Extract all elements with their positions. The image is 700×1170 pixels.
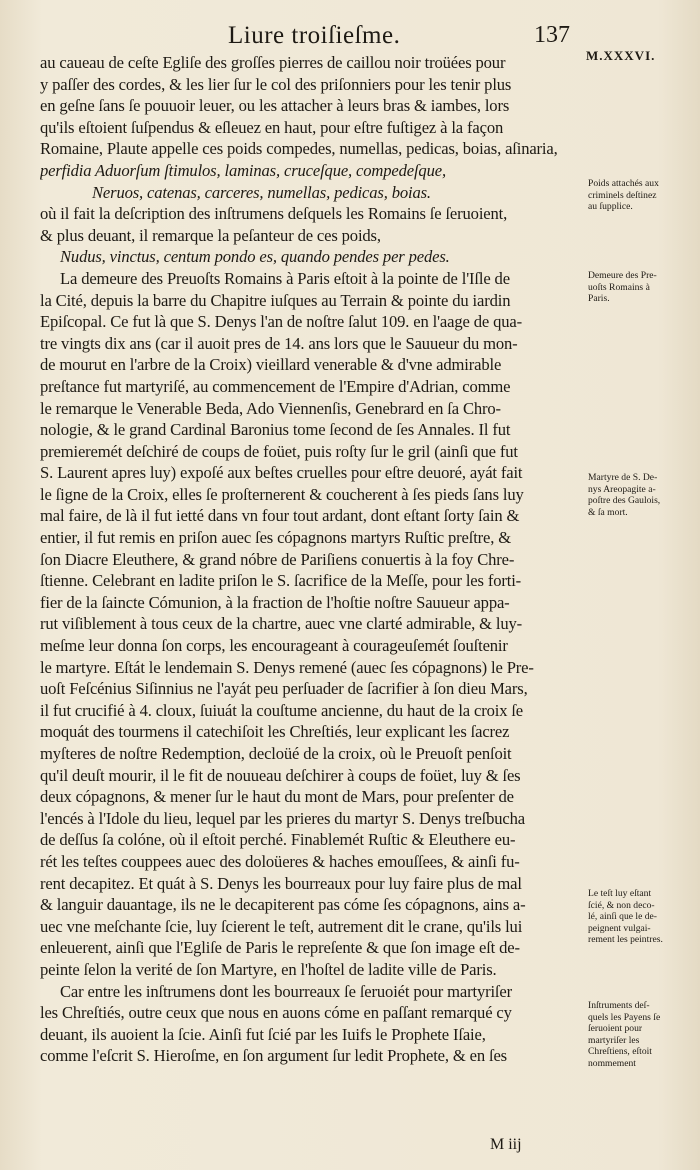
text-line: preſtance fut martyriſé, au commencement de l'Empire d'Adrian, comme bbox=[40, 376, 511, 396]
text-line: tre vingts dix ans (car il auoit pres de 14. ans lors que le Sauueur du mon- bbox=[40, 333, 518, 353]
text-line: peinte ſelon la verité de ſon Martyre, en l'hoſtel de ladite ville de Paris. bbox=[40, 959, 497, 979]
text-line: rut viſiblement à tous ceux de la chartre, auec vne clarté admirable, & luy- bbox=[40, 614, 523, 634]
text-line: de mourut en l'arbre de la Croix) vieillard venerable & d'vne admirable bbox=[40, 355, 502, 375]
text-line: moquát des tourmens il catechiſoit les Chreſtiés, leur explicant les ſacrez bbox=[40, 722, 510, 742]
text-line: fier de la ſaincte Cómunion, à la fraction de l'hoſtie noſtre Sauueur appa- bbox=[40, 592, 510, 612]
text-line: deuant, ils auoient la ſcie. Ainſi fut ſcié par les Iuifs le Prophete Iſaie, bbox=[40, 1024, 486, 1044]
folio-number: 137 bbox=[534, 22, 570, 48]
text-line: Romaine, Plaute appelle ces poids compedes, numellas, pedicas, boias, aſinaria, bbox=[40, 139, 558, 159]
text-line: myſteres de noſtre Redemption, decloüé de la croix, où le Preuoſt penſoit bbox=[40, 744, 512, 763]
text-line: le ſigne de la Croix, elles ſe proſternerent & coucherent à ſes pieds ſans luy bbox=[40, 484, 524, 504]
text-line: où il fait la deſcription des inſtrumens deſquels les Romains ſe ſeruoient, bbox=[40, 204, 508, 224]
margin-note: Le teſt luy eſtant ſcié, & non deco- lé, ainſi que le de- peignent vulgai- rement les peintres. bbox=[588, 888, 663, 946]
text-line: il fut crucifié à 4. cloux, ſuiuát la couſtume ancienne, du haut de la croix ſe bbox=[40, 700, 524, 720]
text-line: nologie, & le grand Cardinal Baronius tome ſecond de ſes Annales. Il fut bbox=[40, 420, 511, 440]
text-line: meſme leur donna ſon corps, les encourageant à courageuſemét ſouſtenir bbox=[40, 636, 508, 656]
text-line: comme l'eſcrit S. Hieroſme, en ſon argument ſur ledit Prophete, & en ſes bbox=[40, 1046, 507, 1066]
text-line: Epiſcopal. Ce fut là que S. Denys l'an de noſtre ſalut 109. en l'aage de qua- bbox=[40, 312, 522, 332]
margin-note: Demeure des Pre- uoſts Romains à Paris. bbox=[588, 270, 657, 305]
paragraph-start: La demeure des Preuoſts Romains à Paris eſtoit à la pointe de l'Iſle de bbox=[60, 268, 510, 288]
text-line: enleuerent, ainſi que l'Egliſe de Paris le repreſente & que ſon image eſt de- bbox=[40, 938, 520, 958]
text-line: uoſt Feſcénius Siſinnius ne l'ayát peu perſuader de ſacrifier à ſon dieu Mars, bbox=[40, 679, 528, 699]
text-line: en geſne ſans ſe pouuoir leuer, ou les attacher à leurs bras & iambes, lors bbox=[40, 96, 510, 116]
body-text bbox=[40, 52, 585, 1067]
verse-line: perfidia Aduorſum ſtimulos, laminas, cruceſque, compedeſque, bbox=[40, 160, 446, 180]
text-line: ſtienne. Celebrant en ladite priſon le S. ſacrifice de la Meſſe, pour les forti- bbox=[40, 571, 522, 591]
text-line: y paſſer des cordes, & les lier ſur le col des priſonniers pour les tenir plus bbox=[40, 74, 512, 94]
text-line: la Cité, depuis la barre du Chapitre iuſques au Terrain & pointe du iardin bbox=[40, 290, 511, 310]
text-line: rent decapitez. Et quát à S. Denys les bourreaux pour luy faire plus de mal bbox=[40, 873, 522, 893]
text-line: rét les teſtes couppees auec des doloüeres & haches emouſſees, & ainſi fu- bbox=[40, 851, 520, 871]
year-marginal: M.XXXVI. bbox=[586, 48, 656, 63]
text-line: qu'il deuſt mourir, il le fit de nouueau deſchirer à coups de foüet, luy & ſes bbox=[40, 765, 521, 785]
text-line: le martyre. Eſtát le lendemain S. Denys remené (auec ſes cópagnons) le Pre- bbox=[40, 657, 534, 677]
margin-note: Poids attachés aux criminels deſtinez au ſupplice. bbox=[588, 178, 659, 213]
text-line: uec vne meſchante ſcie, luy ſcierent le teſt, autrement dit le crane, qu'ils lui bbox=[40, 916, 523, 936]
text-line: au caueau de ceſte Egliſe des groſſes pierres de caillou noir troüées pour bbox=[40, 53, 506, 72]
text-line: de deſſus ſa colóne, où il eſtoit perché. Finablemét Ruſtic & Eleuthere eu- bbox=[40, 830, 516, 850]
text-line: l'encés à l'Idole du lieu, lequel par les prieres du martyr S. Denys treſbucha bbox=[40, 808, 526, 828]
verse-line: Neruos, catenas, carceres, numellas, pedicas, boias. bbox=[92, 182, 431, 202]
text-line: qu'ils eſtoient ſuſpendus & eſleuez en haut, pour eſtre fuſtigez à la façon bbox=[40, 117, 504, 137]
text-line: premieremét deſchiré de coups de foüet, puis roſty ſur le gril (ainſi que fut bbox=[40, 441, 518, 461]
text-line: mal faire, de là il fut ietté dans vn four tout ardant, dont eſtant ſorty ſain & bbox=[40, 506, 520, 526]
text-line: & languir dauantage, ils ne le decapiterent pas cóme ſes cópagnons, ains a- bbox=[40, 895, 526, 915]
text-line: entier, il fut remis en priſon auec ſes cópagnons martyrs Ruſtic preſtre, & bbox=[40, 528, 512, 548]
text-line: & plus deuant, il remarque la peſanteur de ces poids, bbox=[40, 225, 381, 245]
running-title: Liure troiſieſme. bbox=[228, 22, 401, 49]
text-line: le remarque le Venerable Beda, Ado Viennenſis, Genebrard en ſa Chro- bbox=[40, 398, 501, 418]
text-line: deux cópagnons, & mener ſur le haut du mont de Mars, pour preſenter de bbox=[40, 787, 514, 807]
margin-note: Inſtruments deſ- quels les Payens ſe ſeruoient pour martyriſer les Chreſtiens, eſtoit nommement bbox=[588, 1000, 661, 1069]
text-line: S. Laurent apres luy) expoſé aux beſtes cruelles pour eſtre deuoré, ayát fait bbox=[40, 463, 523, 483]
text-line: les Chreſtiés, outre ceux que nous en auons cóme en paſſant remarqué cy bbox=[40, 1003, 512, 1023]
paragraph-start: Car entre les inſtrumens dont les bourreaux ſe ſeruoiét pour martyriſer bbox=[60, 981, 512, 1001]
margin-note: Martyre de S. De- nys Areopagite a- poſtre des Gaulois, & ſa mort. bbox=[588, 472, 661, 518]
verse-line: Nudus, vinctus, centum pondo es, quando pendes per pedes. bbox=[60, 247, 450, 267]
signature-mark: M iij bbox=[490, 1136, 522, 1153]
text-line: ſon Diacre Eleuthere, & grand nóbre de Pariſiens conuertis à la foy Chre- bbox=[40, 549, 515, 569]
